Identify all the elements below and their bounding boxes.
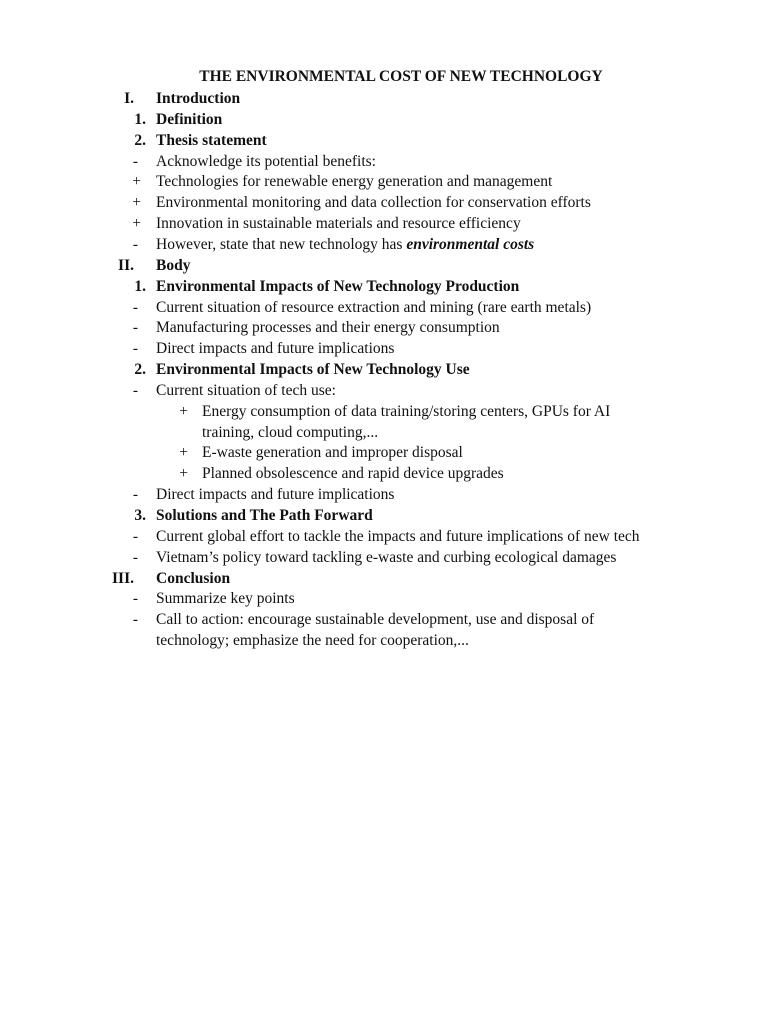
outline-line	[0, 255, 768, 276]
outline-line	[0, 588, 768, 609]
outline-text	[156, 276, 519, 297]
outline-text	[156, 109, 222, 130]
outline-text	[156, 568, 230, 589]
outline-text-main: Solutions and The Path Forward	[156, 507, 373, 524]
outline-text-main: Current global effort to tackle the impacts and future implications of new tech	[156, 527, 640, 545]
outline-text-emphasis: environmental costs	[406, 235, 535, 253]
outline-text-main: Direct impacts and future implications	[156, 340, 395, 358]
outline-marker: +	[179, 402, 188, 420]
outline-line	[0, 484, 768, 505]
outline-marker: 3.	[134, 507, 146, 524]
outline-text	[156, 380, 336, 401]
outline-marker: -	[132, 152, 138, 170]
outline-marker: -	[132, 298, 138, 316]
outline-marker: +	[179, 444, 188, 462]
outline-line	[0, 380, 768, 401]
outline-text-main: Introduction	[156, 90, 241, 107]
outline-line	[0, 630, 768, 651]
document-title: THE ENVIRONMENTAL COST OF NEW TECHNOLOGY	[199, 68, 603, 85]
outline-line	[0, 463, 768, 484]
outline-text	[156, 88, 240, 109]
outline-marker: 2.	[134, 361, 146, 379]
outline-line	[0, 442, 768, 463]
outline-text-main: Current situation of resource extraction and mining (rare earth metals)	[156, 298, 592, 316]
outline-text	[156, 171, 552, 192]
outline-line	[0, 192, 768, 213]
outline-text-main: Energy consumption of data training/storing centers, GPUs for AI	[202, 402, 611, 420]
outline-text	[156, 317, 500, 338]
outline-text	[156, 151, 376, 172]
outline-text-main: Planned obsolescence and rapid device upgrades	[202, 465, 504, 483]
outline-text-main: Innovation in sustainable materials and resource efficiency	[156, 215, 521, 233]
outline-text-main: Vietnam’s policy toward tackling e-waste and curbing ecological damages	[156, 548, 617, 566]
outline-text	[156, 192, 591, 213]
outline-line	[0, 317, 768, 338]
outline-text	[202, 422, 378, 443]
outline-text-main: However, state that new technology has	[156, 235, 407, 253]
outline-text	[156, 359, 470, 380]
outline-text-main: technology; emphasize the need for cooperation,...	[156, 632, 469, 650]
outline-text-main: Environmental monitoring and data collection for conservation efforts	[156, 194, 591, 212]
outline-text-main: Current situation of tech use:	[156, 381, 336, 399]
outline-line	[0, 130, 768, 151]
outline-text-main: Technologies for renewable energy generation and management	[156, 173, 553, 191]
outline-text-main: Thesis statement	[156, 131, 267, 149]
outline-text	[156, 630, 469, 651]
outline-text	[156, 526, 640, 547]
outline-marker: -	[132, 381, 138, 399]
outline-text-main: Conclusion	[156, 569, 231, 587]
outline-marker: II.	[118, 256, 134, 274]
outline-text	[202, 401, 610, 422]
outline-marker: -	[132, 590, 138, 608]
outline-line	[0, 234, 768, 255]
outline-line	[0, 505, 768, 526]
outline-line	[0, 338, 768, 359]
outline-marker: I.	[124, 90, 134, 107]
outline-line	[0, 568, 768, 589]
outline-text	[156, 588, 295, 609]
outline-text	[156, 297, 591, 318]
outline-text-main: Manufacturing processes and their energy consumption	[156, 319, 500, 337]
outline-line	[0, 276, 768, 297]
outline-line	[0, 401, 768, 422]
outline-text-main: Direct impacts and future implications	[156, 486, 395, 504]
outline-marker: -	[132, 527, 138, 545]
outline-text-main: E-waste generation and improper disposal	[202, 444, 463, 462]
outline-text	[156, 609, 594, 630]
outline-text	[156, 338, 394, 359]
outline-line	[0, 171, 768, 192]
outline-text	[156, 547, 616, 568]
outline-text	[202, 463, 504, 484]
outline-line	[0, 609, 768, 630]
outline-text-main: Body	[156, 256, 191, 274]
outline-text	[156, 234, 534, 255]
outline-line	[0, 547, 768, 568]
outline-text-main: Environmental Impacts of New Technology Use	[156, 361, 470, 379]
outline-marker: +	[132, 173, 141, 191]
outline-line	[0, 109, 768, 130]
outline-line	[0, 526, 768, 547]
outline-text	[156, 130, 267, 151]
outline-text-main: Acknowledge its potential benefits:	[156, 152, 376, 170]
outline-marker: -	[132, 319, 138, 337]
outline-text	[156, 484, 394, 505]
outline-text	[156, 213, 521, 234]
outline-line	[0, 151, 768, 172]
outline-text-main: Summarize key points	[156, 590, 295, 608]
outline-marker: -	[132, 486, 138, 504]
outline-text	[156, 255, 190, 276]
outline-marker: 2.	[134, 131, 146, 149]
outline-marker: 1.	[134, 110, 146, 128]
outline-marker: -	[132, 235, 138, 253]
outline-marker: +	[132, 194, 141, 212]
outline-text-main: Environmental Impacts of New Technology Production	[156, 277, 520, 295]
outline-line	[0, 88, 768, 109]
outline-marker: 1.	[134, 277, 146, 295]
outline-text	[156, 505, 373, 526]
outline-line	[0, 422, 768, 443]
outline-marker: +	[179, 465, 188, 483]
outline-line	[0, 297, 768, 318]
outline-marker: -	[132, 548, 138, 566]
outline-text	[202, 442, 463, 463]
outline-marker: -	[132, 611, 138, 629]
outline-marker: -	[132, 340, 138, 358]
outline-marker: III.	[112, 569, 134, 587]
outline-line	[0, 359, 768, 380]
outline-text-main: training, cloud computing,...	[202, 423, 379, 441]
outline-line	[0, 213, 768, 234]
outline-text-main: Definition	[156, 110, 223, 128]
outline-marker: +	[132, 215, 141, 233]
outline-text-main: Call to action: encourage sustainable development, use and disposal of	[156, 611, 595, 629]
